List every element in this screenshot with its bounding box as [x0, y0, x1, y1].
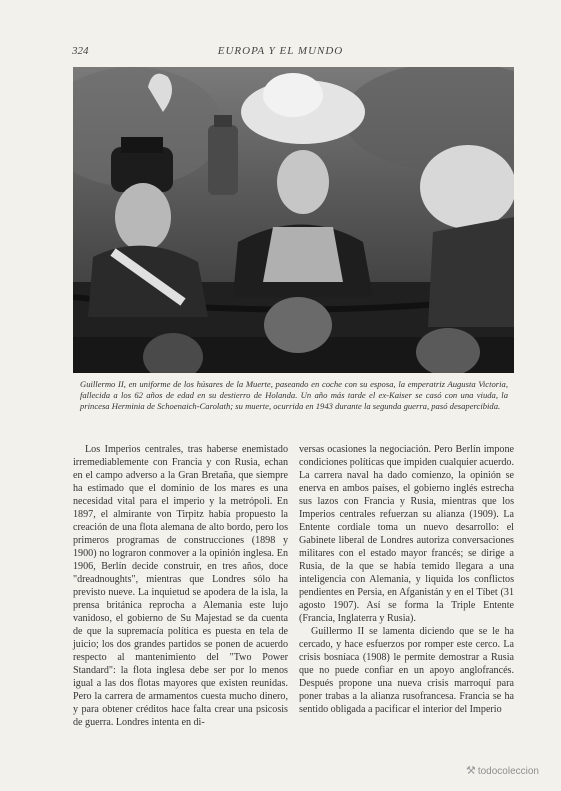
hammer-icon: ⚒	[465, 765, 476, 777]
photo-caption: Guillermo II, en uniforme de los húsares de la Muerte, paseando en coche con su esposa, la emperatriz Augusta Victoria, fallecida a los 62 años de edad en su destierro de Holanda. Un año más tarde el ex-Kaiser se casó con una viuda, la princesa Herminia de Schoenaich-Carolath; su muerte, ocurrida en 1943 durante la segunda guerra, pasó desapercibida.	[80, 379, 508, 412]
paragraph: versas ocasiones la negociación. Pero Berlín impone condiciones políticas que impiden cualquier acuerdo. La carrera naval ha dado comienzo, la opinión se enerva en ambos países, el gobierno inglés estrecha sus lazos con Francia y Rusia, mientras que los Imperios centrales refuerzan su alianza (1909). La Entente cordiale toma un nuevo desarrollo: el Gabinete liberal de Londres autoriza conversaciones militares con el estado mayor francés; se dirige a Rusia, de la que se había temido llegara a una inteligencia con Alemania, y liquida los conflictos pendientes en Persia, en Afganistán y en el Tíbet (31 agosto 1907). Así se forma la Triple Entente (Francia, Inglaterra y Rusia).	[299, 444, 514, 625]
text-column-left	[73, 443, 288, 729]
watermark	[466, 764, 539, 777]
watermark-text: todocoleccion	[477, 766, 539, 777]
photo-illustration	[73, 67, 514, 373]
page-number: 324	[72, 45, 89, 57]
paragraph: Los Imperios centrales, tras haberse enemistado irremediablemente con Francia y con Rusia, echan en el campo adverso a la Gran Bretaña, que siempre ha estimado que el dominio de los mares es una necesidad vital para el imperio y la metrópoli. En 1897, el almirante von Tirpitz había propuesto la creación de una flota alemana de alto bordo, pero los primeros programas de construcciones (1898 y 1900) no lograron conmover a la opinión inglesa. En 1906, Berlín decide construir, en tres años, doce "dreadnoughts", mientras que Londres sólo ha previsto nueve. La inquietud se apodera de la isla, la prensa británica reprocha a Alemania este lujo vanidoso, el gobierno de Su Majestad se da cuenta de que la supremacía política es puesta en tela de juicio; los dos grandes partidos se ponen de acuerdo respecto al mantenimiento del "Two Power Standard": la flota inglesa debe ser por lo menos igual a las dos flotas mayores que existen reunidas. Pero la carrera de armamentos cuesta mucho dinero, y para obtener créditos hace falta crear una psicosis de guerra. Londres intenta en di-	[73, 444, 288, 729]
paragraph: Guillermo II se lamenta diciendo que se le ha cercado, y hace esfuerzos por romper este cerco. La crisis bosníaca (1908) le permite demostrar a Rusia que no puede confiar en un apoyo anglofrancés. Después propone una nueva crisis marroquí para poner trabas a la alianza rusofrancesa. Francia se ha sentido obligada a pacificar el interior del Imperio	[299, 626, 514, 716]
historical-photograph	[73, 67, 514, 373]
running-title: EUROPA Y EL MUNDO	[217, 45, 344, 57]
text-column-right	[299, 443, 514, 716]
